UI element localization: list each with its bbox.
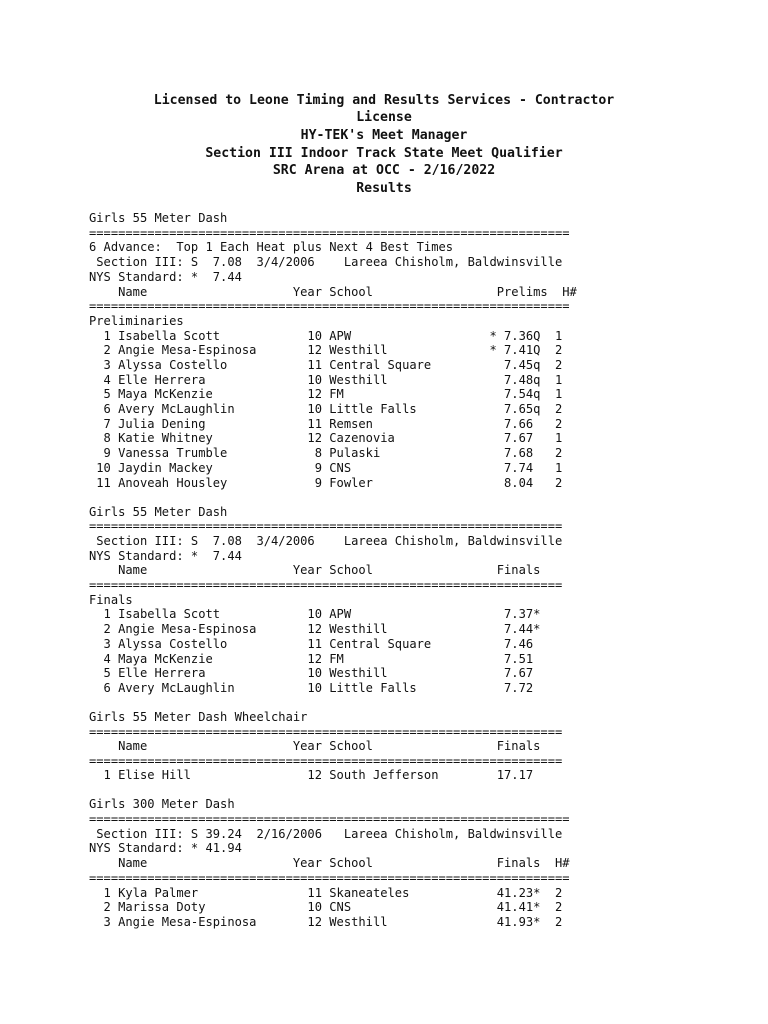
result-row: 5 Maya McKenzie 12 FM 7.54q 1 <box>89 387 563 401</box>
result-row: 6 Avery McLaughlin 10 Little Falls 7.65q 2 <box>89 402 563 416</box>
result-row: 1 Elise Hill 12 South Jefferson 17.17 <box>89 768 534 782</box>
advance-rule: 6 Advance: Top 1 Each Heat plus Next 4 Best Times <box>89 240 454 254</box>
rule-divider: ================================================================== <box>89 226 570 240</box>
column-header: Name Year School Prelims H# <box>89 285 577 299</box>
column-header: Name Year School Finals <box>89 739 541 753</box>
event-title: Girls 55 Meter Dash <box>89 505 228 519</box>
result-row: 10 Jaydin Mackey 9 CNS 7.74 1 <box>89 461 563 475</box>
rule-divider: ================================================================== <box>89 871 570 885</box>
result-row: 4 Elle Herrera 10 Westhill 7.48q 1 <box>89 373 563 387</box>
result-row: 1 Kyla Palmer 11 Skaneateles 41.23* 2 <box>89 886 563 900</box>
result-row: 1 Isabella Scott 10 APW * 7.36Q 1 <box>89 329 563 343</box>
result-row: 4 Maya McKenzie 12 FM 7.51 <box>89 652 534 666</box>
result-row: 11 Anoveah Housley 9 Fowler 8.04 2 <box>89 476 563 490</box>
nys-standard: NYS Standard: * 7.44 <box>89 549 242 563</box>
result-row: 1 Isabella Scott 10 APW 7.37* <box>89 607 541 621</box>
result-row: 2 Angie Mesa-Espinosa 12 Westhill 7.44* <box>89 622 541 636</box>
section-record: Section III: S 7.08 3/4/2006 Lareea Chisholm, Baldwinsville <box>89 534 563 548</box>
rule-divider: ================================================================= <box>89 725 563 739</box>
result-row: 5 Elle Herrera 10 Westhill 7.67 <box>89 666 534 680</box>
rule-divider: ================================================================== <box>89 299 570 313</box>
result-row: 2 Marissa Doty 10 CNS 41.41* 2 <box>89 900 563 914</box>
event-title: Girls 55 Meter Dash <box>89 211 228 225</box>
result-row: 9 Vanessa Trumble 8 Pulaski 7.68 2 <box>89 446 563 460</box>
result-row: 2 Angie Mesa-Espinosa 12 Westhill * 7.41Q 2 <box>89 343 563 357</box>
event-title: Girls 55 Meter Dash Wheelchair <box>89 710 308 724</box>
rule-divider: ================================================================= <box>89 519 563 533</box>
result-row: 3 Angie Mesa-Espinosa 12 Westhill 41.93* 2 <box>89 915 563 929</box>
section-record: Section III: S 39.24 2/16/2006 Lareea Chisholm, Baldwinsville <box>89 827 563 841</box>
rule-divider: ================================================================== <box>89 812 570 826</box>
column-header: Name Year School Finals <box>89 563 541 577</box>
rule-divider: ================================================================= <box>89 578 563 592</box>
result-row: 3 Alyssa Costello 11 Central Square 7.45q 2 <box>89 358 563 372</box>
nys-standard: NYS Standard: * 7.44 <box>89 270 242 284</box>
result-row: 8 Katie Whitney 12 Cazenovia 7.67 1 <box>89 431 563 445</box>
results-heading: Results <box>356 181 412 196</box>
meet-title: Section III Indoor Track State Meet Qualifier <box>205 146 563 161</box>
rule-divider: ================================================================= <box>89 754 563 768</box>
license-line-cont: License <box>356 110 412 125</box>
result-row: 7 Julia Dening 11 Remsen 7.66 2 <box>89 417 563 431</box>
round-label: Preliminaries <box>89 314 184 328</box>
result-row: 6 Avery McLaughlin 10 Little Falls 7.72 <box>89 681 534 695</box>
venue-date: SRC Arena at OCC - 2/16/2022 <box>272 163 496 178</box>
license-line: Licensed to Leone Timing and Results Services - Contractor <box>153 93 615 108</box>
section-record: Section III: S 7.08 3/4/2006 Lareea Chisholm, Baldwinsville <box>89 255 563 269</box>
software-name: HY-TEK's Meet Manager <box>300 128 468 143</box>
round-label: Finals <box>89 593 133 607</box>
event-title: Girls 300 Meter Dash <box>89 797 235 811</box>
nys-standard: NYS Standard: * 41.94 <box>89 841 242 855</box>
column-header: Name Year School Finals H# <box>89 856 570 870</box>
result-row: 3 Alyssa Costello 11 Central Square 7.46 <box>89 637 534 651</box>
